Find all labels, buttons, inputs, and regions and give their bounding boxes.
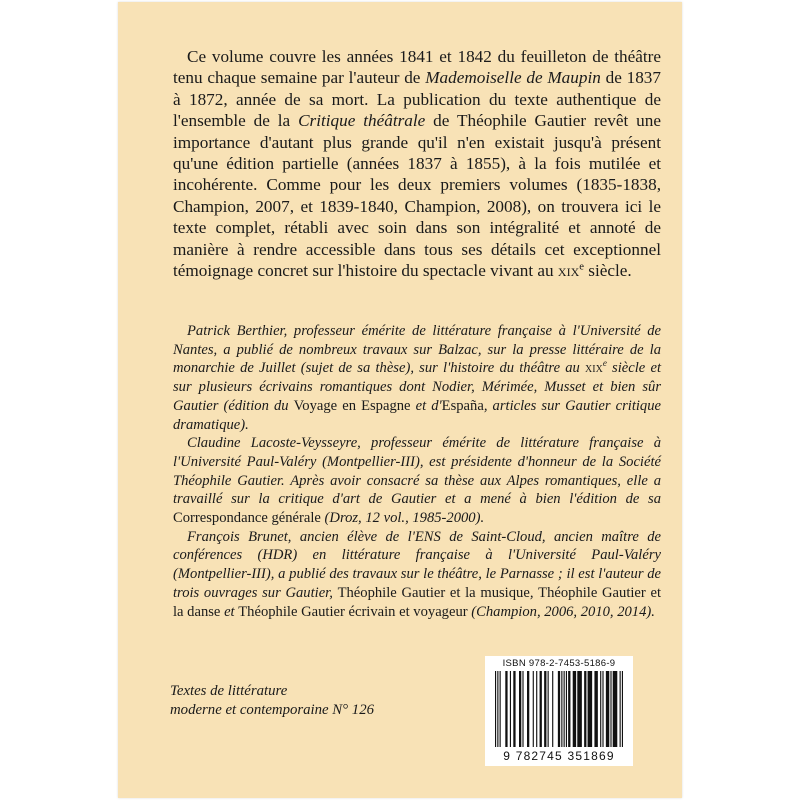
barcode-bar <box>584 671 586 747</box>
blurb-title-maupin: Mademoiselle de Maupin <box>425 68 601 88</box>
bio-text: Patrick Berthier, professeur émérite de littérature française à l'Université de Nantes, a publié de nombreux travaux sur Balzac, sur la presse littéraire de la monarchie de Juillet (sujet de sa thèse), sur l'histoire du théâtre au <box>173 323 661 377</box>
barcode-bar <box>613 671 618 747</box>
barcode-bar <box>564 671 565 747</box>
blurb-text: de 1837 à 1872, année de sa mort. La publication du texte authentique de l'ensemble de la <box>173 68 661 131</box>
bio-text: (Champion, 2006, 2010, 2014). <box>467 603 655 620</box>
barcode-bar <box>510 671 511 747</box>
barcode-bar <box>620 671 621 747</box>
century-suffix: e <box>602 358 607 369</box>
bio-text: (Droz, 12 vol., 1985-2000). <box>320 510 485 527</box>
barcode-bar <box>497 671 498 747</box>
barcode-bar <box>500 671 501 747</box>
barcode-bar <box>533 671 534 747</box>
bio-work-title: Théophile Gautier et la danse <box>173 584 661 620</box>
barcode-bar <box>519 671 521 747</box>
blurb-text: siècle. <box>583 261 632 281</box>
isbn-label: ISBN 978-2-7453-5186-9 <box>502 658 616 669</box>
bio-lacoste-veysseyre <box>173 434 661 528</box>
barcode-bar <box>566 671 567 747</box>
isbn-barcode <box>485 656 633 766</box>
barcode-bar <box>558 671 560 747</box>
bio-work-title: España <box>441 397 484 414</box>
barcode-bar <box>600 671 601 747</box>
barcode-bar <box>588 671 593 747</box>
bio-brunet <box>173 528 661 622</box>
barcode-bar <box>548 671 549 747</box>
barcode-bar <box>505 671 507 747</box>
barcode-bar <box>577 671 582 747</box>
barcode-bar <box>513 671 515 747</box>
barcode-bar <box>594 671 597 747</box>
author-bios <box>173 322 661 621</box>
century-numeral: xix <box>585 360 603 377</box>
barcode-bar <box>606 671 609 747</box>
barcode-bar <box>544 671 546 747</box>
series-line-2: moderne et contemporaine N° 126 <box>170 702 374 718</box>
barcode-bar <box>495 671 496 747</box>
ean-digits: 9 782745 351869 <box>503 749 615 763</box>
bio-text: François Brunet, ancien élève de l'ENS de Saint-Cloud, ancien maître de conférences (HDR) en littérature française à l'Université Paul-Valéry (Montpellier-III), a publié des travaux sur le théâtre, le Parnasse ; il est l'auteur de trois ouvrages sur Gautier, <box>173 528 661 601</box>
barcode-bar <box>527 671 529 747</box>
blurb-text: de Théophile Gautier revêt une importance d'autant plus grande qu'il n'en existait jusqu'à présent qu'une édition partielle (années 1837 à 1855), à la fois mutilée et incohérente. Comme pour les deux premiers volumes (1835-1838, Champion, 2007, et 1839-1840, Champion, 2008), on trouvera ici le texte complet, rétabli avec soin dans son intégralité et annoté de manière à rendre accessible dans tous ses détails cet exceptionnel témoignage concret sur l'histoire du spectacle vivant au <box>173 111 662 281</box>
bio-text: , articles sur Gautier critique dramatique). <box>173 397 662 433</box>
series-line-1: Textes de littérature <box>170 683 288 699</box>
barcode-bar <box>568 671 570 747</box>
bio-work-title: Voyage en Espagne <box>293 397 411 414</box>
bio-text: et <box>220 603 239 620</box>
barcode-bar <box>573 671 576 747</box>
series-label <box>170 682 430 720</box>
century-numeral: xix <box>557 261 580 281</box>
blurb-text: Ce volume couvre les années 1841 et 1842 du feuilleton de théâtre tenu chaque semaine par l'auteur de <box>173 47 661 88</box>
barcode-bar <box>561 671 562 747</box>
blurb-title-critique: Critique théâtrale <box>298 111 426 131</box>
bio-berthier <box>173 322 661 434</box>
bio-work-title: Correspondance générale <box>173 510 321 527</box>
bio-work-title: Théophile Gautier et la musique <box>337 584 530 601</box>
bio-text: Claudine Lacoste-Veysseyre, professeur émérite de littérature française à l'Université Paul-Valéry (Montpellier-III), est présidente d'honneur de la Société Théophile Gautier. Après avoir consacré sa thèse aux Alpes romantiques, elle a travaillé sur la critique d'art de Gautier et a mené à bien l'édition de sa <box>173 435 661 508</box>
barcode-bar <box>602 671 603 747</box>
century-suffix: e <box>579 261 584 273</box>
barcode-bar <box>522 671 523 747</box>
barcode-bar <box>552 671 553 747</box>
barcode-bar <box>622 671 623 747</box>
barcode-bar <box>540 671 542 747</box>
bio-text: et d' <box>410 397 442 414</box>
barcode-bar <box>610 671 611 747</box>
barcode-bars <box>495 671 623 755</box>
bio-work-title: Théophile Gautier écrivain et voyageur <box>238 603 468 620</box>
barcode-bar <box>536 671 537 747</box>
back-cover <box>118 2 682 798</box>
bio-text: siècle et sur plusieurs écrivains romantiques dont Nodier, Mérimée, Musset et bien sûr Gautier (édition du <box>173 360 661 414</box>
book-blurb <box>173 46 661 281</box>
bio-text: , <box>529 584 539 601</box>
